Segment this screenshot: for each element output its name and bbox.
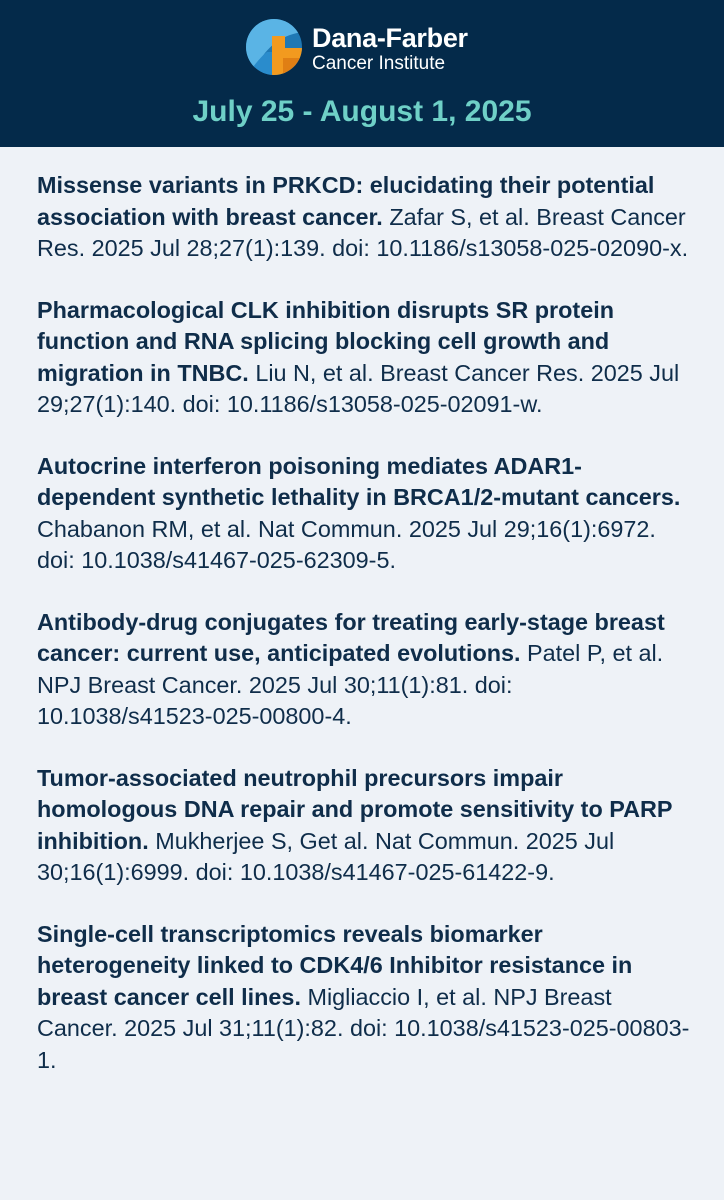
header-banner xyxy=(0,0,724,147)
article-item xyxy=(37,170,692,265)
article-title: Single-cell transcriptomics reveals biomarker heterogeneity linked to CDK4/6 Inhibitor resistance in breast cancer cell lines. xyxy=(37,920,633,1010)
article-item xyxy=(37,763,692,889)
article-title: Autocrine interferon poisoning mediates ADAR1-dependent synthetic lethality in BRCA1/2-mutant cancers. xyxy=(37,452,681,510)
article-title: Antibody-drug conjugates for treating early-stage breast cancer: current use, anticipated evolutions. xyxy=(37,608,665,666)
article-item xyxy=(37,919,692,1077)
article-citation: Liu N, et al. Breast Cancer Res. 2025 Jul 29;27(1):140. doi: 10.1186/s13058-025-02091-w. xyxy=(37,359,680,417)
article-citation: Migliaccio I, et al. NPJ Breast Cancer. 2025 Jul 31;11(1):82. doi: 10.1038/s41523-025-00803-1. xyxy=(37,983,690,1073)
article-title: Missense variants in PRKCD: elucidating their potential association with breast cancer. xyxy=(37,172,655,230)
article-citation: Patel P, et al. NPJ Breast Cancer. 2025 Jul 30;11(1):81. doi: 10.1038/s41523-025-00800-4. xyxy=(37,640,664,729)
article-citation: Zafar S, et al. Breast Cancer Res. 2025 Jul 28;27(1):139. doi: 10.1186/s13058-025-02090-x. xyxy=(37,203,689,261)
article-citation: Chabanon RM, et al. Nat Commun. 2025 Jul 29;16(1):6972. doi: 10.1038/s41467-025-62309-5. xyxy=(37,515,656,573)
article-item xyxy=(37,607,692,733)
article-item xyxy=(37,451,692,577)
dana-farber-logo-icon xyxy=(245,18,303,76)
article-title: Tumor-associated neutrophil precursors impair homologous DNA repair and promote sensitivity to PARP inhibition. xyxy=(37,764,673,854)
date-range: July 25 - August 1, 2025 xyxy=(192,95,532,128)
brand xyxy=(312,23,468,75)
article-item xyxy=(37,295,692,421)
article-title: Pharmacological CLK inhibition disrupts SR protein function and RNA splicing blocking cell growth and migration in TNBC. xyxy=(37,296,615,386)
article-citation: Mukherjee S, Get al. Nat Commun. 2025 Jul 30;16(1):6999. doi: 10.1038/s41467-025-61422-9. xyxy=(37,827,615,885)
brand-name: Dana-Farber xyxy=(312,23,468,53)
article-list xyxy=(37,170,692,1106)
brand-subtitle: Cancer Institute xyxy=(312,53,446,74)
